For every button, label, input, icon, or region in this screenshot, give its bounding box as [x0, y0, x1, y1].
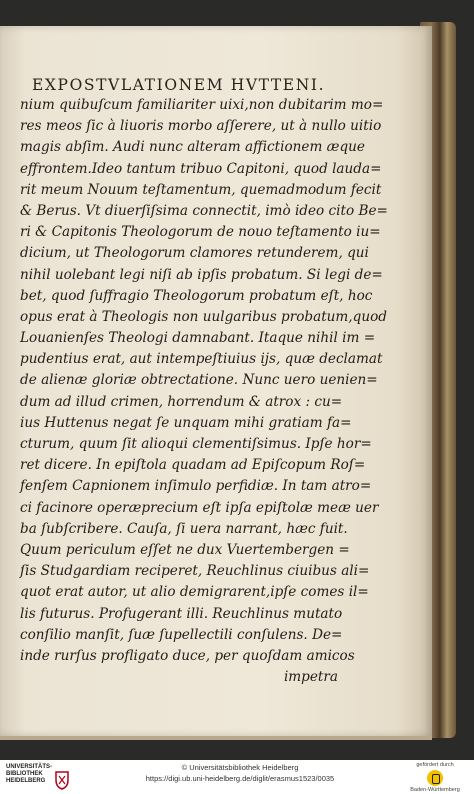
text-line: dicium, ut Theologorum clamores retunderem, qui: [20, 245, 369, 262]
library-name-line: BIBLIOTHEK: [6, 771, 43, 777]
text-line: Quum periculum eſſet ne dux Vuertembergen =: [20, 541, 350, 558]
text-line: nium quibuſcum familiariter uixi,non dubitarim mo=: [20, 97, 384, 113]
body-text: [20, 95, 430, 688]
text-line: dum ad illud crimen, horrendum & atrox : cu=: [20, 393, 343, 410]
library-logo[interactable]: [6, 764, 66, 792]
funder-name: Baden-Württemberg: [410, 787, 460, 793]
text-line: de alienæ gloriæ obtrectatione. Nunc uero uenien=: [20, 372, 378, 389]
text-line: ſis Studgardiam reciperet, Reuchlinus ciuibus ali=: [20, 563, 370, 580]
funder-caption: gefördert durch: [416, 762, 454, 768]
page-bottom-edge: [0, 736, 432, 740]
text-line: Louanienſes Theologi damnabant. Itaque nihil im =: [20, 330, 376, 347]
text-line: & Berus. Vt diuerſiſsima connectit, imò ideo cito Be=: [20, 202, 388, 219]
text-line: inde rurſus profligato duce, per quoſdam amicos: [20, 647, 355, 664]
text-line: conſilio manſit, ſuæ ſupellectili conſulens. De=: [20, 626, 343, 643]
catchword: impetra: [283, 669, 338, 686]
text-line: opus erat à Theologis non uulgaribus probatum,quod: [20, 308, 387, 325]
text-line: res meos ſic à liuoris morbo aſſerere, ut à nullo uitio: [20, 118, 382, 135]
text-line: cturum, quum ſit alioqui clementiſsimus. Ipſe hor=: [20, 436, 372, 452]
copyright-notice: © Universitätsbibliothek Heidelberg: [181, 763, 299, 772]
permalink[interactable]: https://digi.ub.uni-heidelberg.de/diglit/erasmus1523/0035: [145, 774, 335, 783]
viewer-footer: [0, 760, 474, 794]
text-line: bet, quod ſuffragio Theologorum probatum eſt, hoc: [20, 287, 373, 304]
text-line: ius Huttenus negat ſe unquam mihi gratiam fa=: [20, 414, 352, 431]
text-line: ci facinore operæprecium eſt ipſa epiſtolæ meæ uer: [20, 499, 379, 516]
text-line: pudentius erat, aut intempeſtiuius ijs, quæ declamat: [20, 351, 383, 368]
funder-logo-icon: [427, 770, 443, 786]
text-line: rit meum Nouum teſtamentum, quemadmodum fecit: [20, 181, 382, 198]
library-name-line: UNIVERSITÄTS-: [6, 764, 53, 770]
text-line: nihil uolebant legi niſi ab ipſis probatum. Si legi de=: [20, 266, 383, 283]
text-line: quot erat autor, ut alio demigrarent,ipſe comes il=: [20, 584, 369, 601]
text-line: ri & Capitonis Theologorum de nouo teſtamento iu=: [20, 224, 381, 241]
text-line: effrontem.Ideo tantum tribuo Capitoni, quod lauda=: [20, 160, 382, 177]
funder-block[interactable]: [400, 762, 470, 794]
library-crest-icon: [54, 770, 70, 790]
text-line: magis abſim. Audi nunc alteram affictionem æque: [20, 139, 365, 156]
running-head: EXPOSTVLATIONEM HVTTENI.: [32, 76, 326, 94]
text-line: lis futurus. Profugerant illi. Reuchlinus mutato: [20, 605, 343, 622]
text-line: ret dicere. In epiſtola quadam ad Epiſcopum Roſ=: [20, 457, 366, 474]
text-line: ba ſubſcribere. Cauſa, ſi uera narrant, hæc fuit.: [20, 520, 348, 537]
text-line: fenſem Capnionem inſimulo perfidiæ. In tam atro=: [20, 478, 372, 495]
library-name-line: HEIDELBERG: [6, 778, 46, 784]
